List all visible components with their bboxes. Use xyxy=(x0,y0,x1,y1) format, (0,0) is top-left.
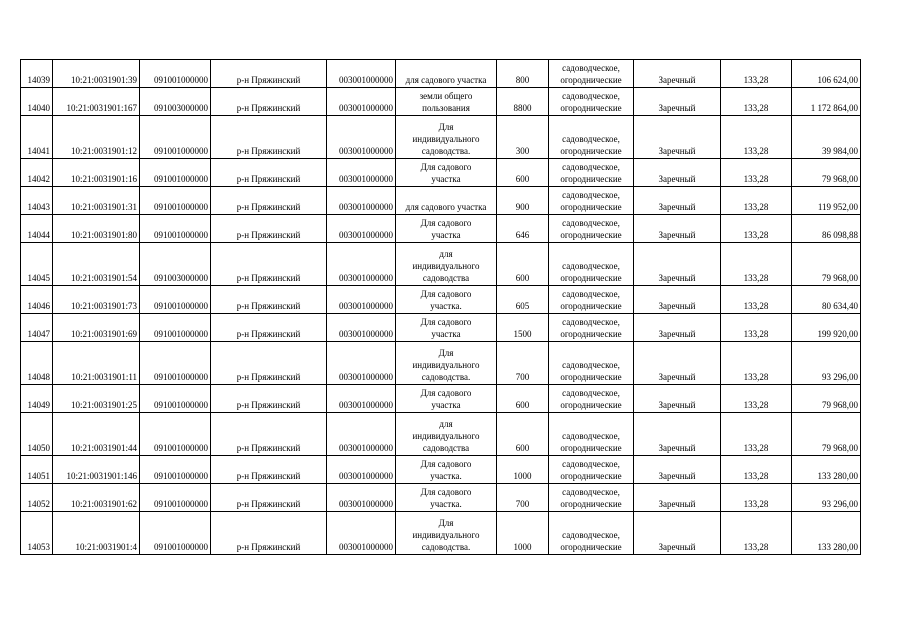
specific-value-cell: 133,28 xyxy=(721,314,792,342)
permitted-use-cell-line: Для xyxy=(438,518,454,528)
row-number-cell: 14042 xyxy=(21,159,53,187)
land-category-cell-line: огороднические xyxy=(560,443,622,453)
permitted-use-cell-line: Для садового xyxy=(420,218,472,228)
land-category-cell-line: огороднические xyxy=(560,146,622,156)
specific-value-cell: 133,28 xyxy=(721,88,792,116)
land-category-cell-line: садоводческое, xyxy=(562,261,620,271)
permitted-use-cell-line: участка xyxy=(431,400,461,410)
permitted-use-cell-line: пользования xyxy=(422,103,470,113)
cadastral-value-table xyxy=(20,59,861,555)
district-cell: р-н Пряжинский xyxy=(211,88,327,116)
land-category-cell xyxy=(549,286,634,314)
district-cell: р-н Пряжинский xyxy=(211,456,327,484)
district-cell: р-н Пряжинский xyxy=(211,187,327,215)
settlement-cell: Заречный xyxy=(634,215,721,243)
district-cell: р-н Пряжинский xyxy=(211,116,327,159)
cadastral-number-cell: 10:21:0031901:167 xyxy=(53,88,140,116)
specific-value-cell: 133,28 xyxy=(721,215,792,243)
cadastral-value-cell: 133 280,00 xyxy=(792,512,861,555)
permitted-use-cell xyxy=(396,342,497,385)
permitted-use-cell-line: Для xyxy=(438,348,454,358)
land-category-cell xyxy=(549,512,634,555)
table-row xyxy=(21,512,861,555)
permitted-use-cell-line: садоводства. xyxy=(421,372,471,382)
settlement-cell: Заречный xyxy=(634,88,721,116)
permitted-use-cell-line: для садового участка xyxy=(405,202,487,212)
specific-value-cell: 133,28 xyxy=(721,385,792,413)
permitted-use-cell-line: индивидуального xyxy=(412,431,480,441)
land-category-cell-line: огороднические xyxy=(560,471,622,481)
settlement-cell: Заречный xyxy=(634,314,721,342)
oktmo-code-cell: 091001000000 xyxy=(140,60,211,88)
land-category-cell-line: огороднические xyxy=(560,103,622,113)
oktmo-code-cell: 091003000000 xyxy=(140,243,211,286)
land-category-cell-line: садоводческое, xyxy=(562,431,620,441)
cadastral-value-cell: 79 968,00 xyxy=(792,159,861,187)
location-code-cell: 003001000000 xyxy=(327,512,396,555)
cadastral-value-cell: 106 624,00 xyxy=(792,60,861,88)
cadastral-value-cell: 199 920,00 xyxy=(792,314,861,342)
land-category-cell-line: огороднические xyxy=(560,230,622,240)
oktmo-code-cell: 091001000000 xyxy=(140,385,211,413)
oktmo-code-cell: 091003000000 xyxy=(140,88,211,116)
cadastral-number-cell: 10:21:0031901:80 xyxy=(53,215,140,243)
settlement-cell: Заречный xyxy=(634,456,721,484)
permitted-use-cell xyxy=(396,413,497,456)
land-category-cell xyxy=(549,385,634,413)
row-number-cell: 14048 xyxy=(21,342,53,385)
oktmo-code-cell: 091001000000 xyxy=(140,413,211,456)
table-row xyxy=(21,215,861,243)
permitted-use-cell-line: садоводства xyxy=(422,273,470,283)
settlement-cell: Заречный xyxy=(634,243,721,286)
land-category-cell xyxy=(549,215,634,243)
row-number-cell: 14049 xyxy=(21,385,53,413)
area-cell: 300 xyxy=(497,116,549,159)
permitted-use-cell-line: участка. xyxy=(430,471,462,481)
permitted-use-cell xyxy=(396,314,497,342)
specific-value-cell: 133,28 xyxy=(721,484,792,512)
permitted-use-cell-line: участка xyxy=(431,230,461,240)
oktmo-code-cell: 091001000000 xyxy=(140,314,211,342)
row-number-cell: 14051 xyxy=(21,456,53,484)
row-number-cell: 14052 xyxy=(21,484,53,512)
settlement-cell: Заречный xyxy=(634,116,721,159)
land-category-cell xyxy=(549,187,634,215)
cadastral-value-cell: 79 968,00 xyxy=(792,385,861,413)
land-category-cell xyxy=(549,413,634,456)
land-category-cell-line: садоводческое, xyxy=(562,459,620,469)
land-category-cell-line: огороднические xyxy=(560,542,622,552)
cadastral-number-cell: 10:21:0031901:31 xyxy=(53,187,140,215)
land-category-cell-line: садоводческое, xyxy=(562,530,620,540)
area-cell: 700 xyxy=(497,342,549,385)
row-number-cell: 14039 xyxy=(21,60,53,88)
area-cell: 8800 xyxy=(497,88,549,116)
settlement-cell: Заречный xyxy=(634,385,721,413)
row-number-cell: 14044 xyxy=(21,215,53,243)
settlement-cell: Заречный xyxy=(634,484,721,512)
land-category-cell-line: садоводческое, xyxy=(562,134,620,144)
land-category-cell-line: садоводческое, xyxy=(562,91,620,101)
district-cell: р-н Пряжинский xyxy=(211,342,327,385)
area-cell: 800 xyxy=(497,60,549,88)
location-code-cell: 003001000000 xyxy=(327,413,396,456)
permitted-use-cell-line: индивидуального xyxy=(412,530,480,540)
cadastral-number-cell: 10:21:0031901:54 xyxy=(53,243,140,286)
cadastral-number-cell: 10:21:0031901:146 xyxy=(53,456,140,484)
settlement-cell: Заречный xyxy=(634,187,721,215)
area-cell: 1000 xyxy=(497,456,549,484)
district-cell: р-н Пряжинский xyxy=(211,286,327,314)
cadastral-value-cell: 1 172 864,00 xyxy=(792,88,861,116)
area-cell: 600 xyxy=(497,413,549,456)
permitted-use-cell-line: Для садового xyxy=(420,289,472,299)
location-code-cell: 003001000000 xyxy=(327,187,396,215)
settlement-cell: Заречный xyxy=(634,413,721,456)
area-cell: 646 xyxy=(497,215,549,243)
row-number-cell: 14041 xyxy=(21,116,53,159)
cadastral-number-cell: 10:21:0031901:11 xyxy=(53,342,140,385)
district-cell: р-н Пряжинский xyxy=(211,484,327,512)
permitted-use-cell-line: индивидуального xyxy=(412,261,480,271)
area-cell: 900 xyxy=(497,187,549,215)
land-category-cell-line: садоводческое, xyxy=(562,190,620,200)
land-category-cell xyxy=(549,243,634,286)
area-cell: 600 xyxy=(497,385,549,413)
table-row xyxy=(21,484,861,512)
land-category-cell xyxy=(549,484,634,512)
land-category-cell-line: садоводческое, xyxy=(562,162,620,172)
cadastral-value-cell: 80 634,40 xyxy=(792,286,861,314)
cadastral-value-cell: 79 968,00 xyxy=(792,243,861,286)
location-code-cell: 003001000000 xyxy=(327,215,396,243)
land-category-cell-line: огороднические xyxy=(560,273,622,283)
settlement-cell: Заречный xyxy=(634,342,721,385)
land-category-cell-line: огороднические xyxy=(560,75,622,85)
permitted-use-cell xyxy=(396,88,497,116)
cadastral-value-cell: 79 968,00 xyxy=(792,413,861,456)
permitted-use-cell-line: участка. xyxy=(430,301,462,311)
land-category-cell-line: садоводческое, xyxy=(562,317,620,327)
land-category-cell xyxy=(549,116,634,159)
land-category-cell-line: садоводческое, xyxy=(562,360,620,370)
oktmo-code-cell: 091001000000 xyxy=(140,456,211,484)
cadastral-number-cell: 10:21:0031901:16 xyxy=(53,159,140,187)
cadastral-number-cell: 10:21:0031901:44 xyxy=(53,413,140,456)
land-category-cell-line: огороднические xyxy=(560,499,622,509)
permitted-use-cell-line: Для xyxy=(438,122,454,132)
land-category-cell-line: огороднические xyxy=(560,329,622,339)
land-category-cell xyxy=(549,88,634,116)
location-code-cell: 003001000000 xyxy=(327,243,396,286)
permitted-use-cell xyxy=(396,456,497,484)
area-cell: 1500 xyxy=(497,314,549,342)
land-category-cell-line: огороднические xyxy=(560,174,622,184)
district-cell: р-н Пряжинский xyxy=(211,413,327,456)
land-category-cell-line: садоводческое, xyxy=(562,218,620,228)
table-row xyxy=(21,314,861,342)
permitted-use-cell-line: для садового участка xyxy=(405,75,487,85)
row-number-cell: 14040 xyxy=(21,88,53,116)
table-row xyxy=(21,60,861,88)
permitted-use-cell-line: Для садового xyxy=(420,317,472,327)
table-row xyxy=(21,456,861,484)
specific-value-cell: 133,28 xyxy=(721,159,792,187)
cadastral-value-cell: 119 952,00 xyxy=(792,187,861,215)
cadastral-value-cell: 39 984,00 xyxy=(792,116,861,159)
table-row xyxy=(21,385,861,413)
land-category-cell xyxy=(549,60,634,88)
location-code-cell: 003001000000 xyxy=(327,484,396,512)
area-cell: 605 xyxy=(497,286,549,314)
location-code-cell: 003001000000 xyxy=(327,88,396,116)
location-code-cell: 003001000000 xyxy=(327,385,396,413)
location-code-cell: 003001000000 xyxy=(327,286,396,314)
permitted-use-cell-line: индивидуального xyxy=(412,134,480,144)
land-category-cell-line: огороднические xyxy=(560,372,622,382)
location-code-cell: 003001000000 xyxy=(327,314,396,342)
permitted-use-cell-line: садоводства. xyxy=(421,542,471,552)
area-cell: 600 xyxy=(497,159,549,187)
district-cell: р-н Пряжинский xyxy=(211,60,327,88)
oktmo-code-cell: 091001000000 xyxy=(140,484,211,512)
location-code-cell: 003001000000 xyxy=(327,159,396,187)
settlement-cell: Заречный xyxy=(634,60,721,88)
district-cell: р-н Пряжинский xyxy=(211,314,327,342)
table-row xyxy=(21,159,861,187)
cadastral-number-cell: 10:21:0031901:62 xyxy=(53,484,140,512)
settlement-cell: Заречный xyxy=(634,512,721,555)
permitted-use-cell xyxy=(396,243,497,286)
land-category-cell-line: огороднические xyxy=(560,400,622,410)
oktmo-code-cell: 091001000000 xyxy=(140,215,211,243)
district-cell: р-н Пряжинский xyxy=(211,159,327,187)
land-category-cell-line: огороднические xyxy=(560,202,622,212)
land-category-cell-line: садоводческое, xyxy=(562,388,620,398)
table-row xyxy=(21,286,861,314)
land-category-cell-line: садоводческое, xyxy=(562,289,620,299)
specific-value-cell: 133,28 xyxy=(721,512,792,555)
area-cell: 1000 xyxy=(497,512,549,555)
row-number-cell: 14046 xyxy=(21,286,53,314)
location-code-cell: 003001000000 xyxy=(327,456,396,484)
permitted-use-cell-line: садоводства xyxy=(422,443,470,453)
cadastral-value-cell: 93 296,00 xyxy=(792,342,861,385)
permitted-use-cell xyxy=(396,159,497,187)
district-cell: р-н Пряжинский xyxy=(211,385,327,413)
cadastral-number-cell: 10:21:0031901:69 xyxy=(53,314,140,342)
settlement-cell: Заречный xyxy=(634,159,721,187)
row-number-cell: 14053 xyxy=(21,512,53,555)
settlement-cell: Заречный xyxy=(634,286,721,314)
table-body xyxy=(21,60,861,555)
land-category-cell xyxy=(549,159,634,187)
permitted-use-cell xyxy=(396,116,497,159)
permitted-use-cell xyxy=(396,187,497,215)
table-row xyxy=(21,413,861,456)
table-row xyxy=(21,187,861,215)
land-category-cell xyxy=(549,342,634,385)
area-cell: 700 xyxy=(497,484,549,512)
table-row xyxy=(21,342,861,385)
specific-value-cell: 133,28 xyxy=(721,413,792,456)
land-category-cell xyxy=(549,456,634,484)
oktmo-code-cell: 091001000000 xyxy=(140,342,211,385)
table-row xyxy=(21,243,861,286)
permitted-use-cell-line: садоводства. xyxy=(421,146,471,156)
cadastral-value-cell: 133 280,00 xyxy=(792,456,861,484)
cadastral-value-cell: 86 098,88 xyxy=(792,215,861,243)
district-cell: р-н Пряжинский xyxy=(211,243,327,286)
area-cell: 600 xyxy=(497,243,549,286)
permitted-use-cell-line: Для садового xyxy=(420,459,472,469)
permitted-use-cell-line: участка xyxy=(431,329,461,339)
land-category-cell-line: садоводческое, xyxy=(562,63,620,73)
permitted-use-cell-line: Для садового xyxy=(420,487,472,497)
specific-value-cell: 133,28 xyxy=(721,60,792,88)
oktmo-code-cell: 091001000000 xyxy=(140,116,211,159)
location-code-cell: 003001000000 xyxy=(327,116,396,159)
permitted-use-cell xyxy=(396,484,497,512)
row-number-cell: 14050 xyxy=(21,413,53,456)
permitted-use-cell xyxy=(396,215,497,243)
specific-value-cell: 133,28 xyxy=(721,456,792,484)
cadastral-number-cell: 10:21:0031901:12 xyxy=(53,116,140,159)
land-category-cell-line: садоводческое, xyxy=(562,487,620,497)
cadastral-number-cell: 10:21:0031901:4 xyxy=(53,512,140,555)
permitted-use-cell-line: Для садового xyxy=(420,162,472,172)
cadastral-number-cell: 10:21:0031901:25 xyxy=(53,385,140,413)
permitted-use-cell-line: индивидуального xyxy=(412,360,480,370)
oktmo-code-cell: 091001000000 xyxy=(140,512,211,555)
row-number-cell: 14047 xyxy=(21,314,53,342)
row-number-cell: 14043 xyxy=(21,187,53,215)
specific-value-cell: 133,28 xyxy=(721,187,792,215)
specific-value-cell: 133,28 xyxy=(721,116,792,159)
land-category-cell-line: огороднические xyxy=(560,301,622,311)
specific-value-cell: 133,28 xyxy=(721,286,792,314)
permitted-use-cell-line: для xyxy=(439,249,453,259)
oktmo-code-cell: 091001000000 xyxy=(140,286,211,314)
permitted-use-cell xyxy=(396,286,497,314)
permitted-use-cell-line: земли общего xyxy=(419,91,473,101)
permitted-use-cell xyxy=(396,60,497,88)
cadastral-value-cell: 93 296,00 xyxy=(792,484,861,512)
location-code-cell: 003001000000 xyxy=(327,342,396,385)
specific-value-cell: 133,28 xyxy=(721,342,792,385)
table-row xyxy=(21,116,861,159)
cadastral-number-cell: 10:21:0031901:73 xyxy=(53,286,140,314)
oktmo-code-cell: 091001000000 xyxy=(140,187,211,215)
district-cell: р-н Пряжинский xyxy=(211,215,327,243)
district-cell: р-н Пряжинский xyxy=(211,512,327,555)
permitted-use-cell xyxy=(396,512,497,555)
cadastral-number-cell: 10:21:0031901:39 xyxy=(53,60,140,88)
specific-value-cell: 133,28 xyxy=(721,243,792,286)
permitted-use-cell-line: Для садового xyxy=(420,388,472,398)
permitted-use-cell-line: участка. xyxy=(430,499,462,509)
row-number-cell: 14045 xyxy=(21,243,53,286)
permitted-use-cell xyxy=(396,385,497,413)
permitted-use-cell-line: для xyxy=(439,419,453,429)
land-category-cell xyxy=(549,314,634,342)
permitted-use-cell-line: участка xyxy=(431,174,461,184)
oktmo-code-cell: 091001000000 xyxy=(140,159,211,187)
location-code-cell: 003001000000 xyxy=(327,60,396,88)
table-row xyxy=(21,88,861,116)
